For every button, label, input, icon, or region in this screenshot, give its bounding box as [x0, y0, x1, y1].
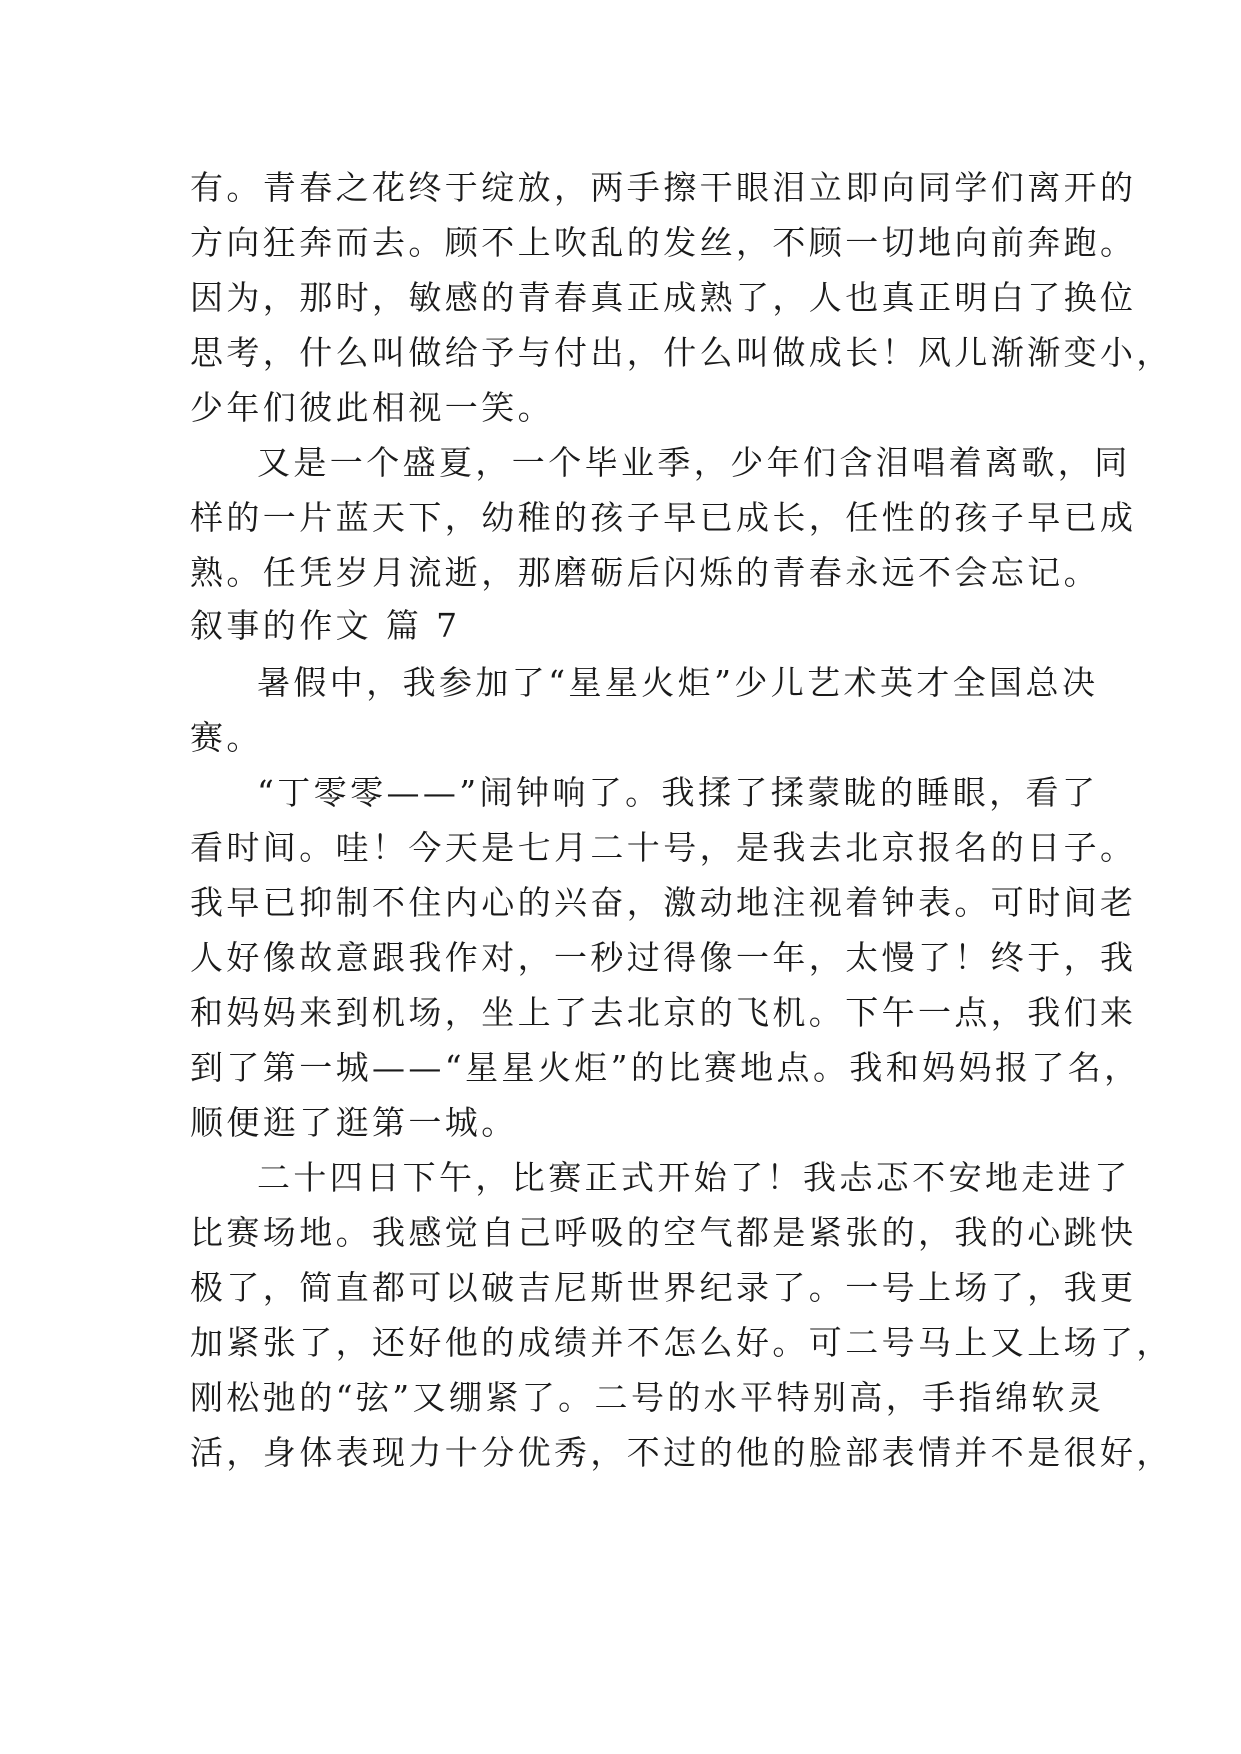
paragraph-start-line: “丁零零——”闹钟响了。我揉了揉蒙眬的睡眼，看了 — [257, 773, 1099, 812]
text-line: 加紧张了，还好他的成绩并不怎么好。可二号马上又上场了， — [190, 1323, 1173, 1362]
text-line: 活，身体表现力十分优秀，不过的他的脸部表情并不是很好， — [190, 1433, 1173, 1472]
paragraph-start-line: 又是一个盛夏，一个毕业季，少年们含泪唱着离歌，同 — [257, 443, 1131, 482]
text-line: 和妈妈来到机场，坐上了去北京的飞机。下午一点，我们来 — [190, 993, 1137, 1032]
text-line: 我早已抑制不住内心的兴奋，激动地注视着钟表。可时间老 — [190, 883, 1137, 922]
text-line: 熟。任凭岁月流逝，那磨砺后闪烁的青春永远不会忘记。 — [190, 553, 1100, 592]
paragraph-start-line: 二十四日下午，比赛正式开始了！我忐忑不安地走进了 — [257, 1158, 1131, 1197]
text-line: 顺便逛了逛第一城。 — [190, 1103, 518, 1142]
text-line: 人好像故意跟我作对，一秒过得像一年，太慢了！终于，我 — [190, 938, 1137, 977]
text-line: 看时间。哇！今天是七月二十号，是我去北京报名的日子。 — [190, 828, 1137, 867]
text-line: 思考，什么叫做给予与付出，什么叫做成长！风儿渐渐变小， — [190, 333, 1173, 372]
paragraph-start-line: 暑假中，我参加了“星星火炬”少儿艺术英才全国总决 — [257, 663, 1099, 702]
text-line: 比赛场地。我感觉自己呼吸的空气都是紧张的，我的心跳快 — [190, 1213, 1137, 1252]
text-line: 刚松弛的“弦”又绷紧了。二号的水平特别高，手指绵软灵 — [190, 1378, 1105, 1417]
text-line: 赛。 — [190, 718, 263, 757]
text-line: 有。青春之花终于绽放，两手擦干眼泪立即向同学们离开的 — [190, 168, 1137, 207]
text-line: 样的一片蓝天下，幼稚的孩子早已成长，任性的孩子早已成 — [190, 498, 1137, 537]
text-line: 少年们彼此相视一笑。 — [190, 388, 554, 427]
section-heading: 叙事的作文 篇 7 — [190, 606, 461, 645]
text-line: 到了第一城——“星星火炬”的比赛地点。我和妈妈报了名， — [190, 1048, 1141, 1087]
text-line: 方向狂奔而去。顾不上吹乱的发丝，不顾一切地向前奔跑。 — [190, 223, 1137, 262]
text-line: 因为，那时，敏感的青春真正成熟了，人也真正明白了换位 — [190, 278, 1137, 317]
text-line: 极了，简直都可以破吉尼斯世界纪录了。一号上场了，我更 — [190, 1268, 1137, 1307]
